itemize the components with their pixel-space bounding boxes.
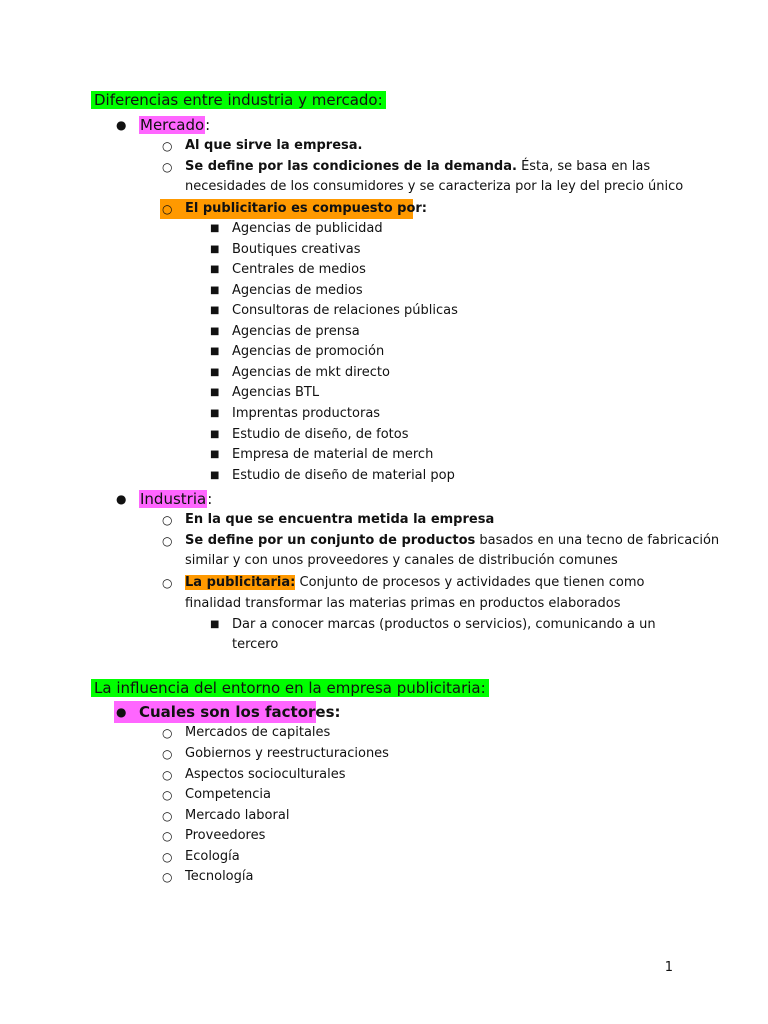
bullet-circle-icon: ○ bbox=[162, 534, 173, 548]
bullet-square-icon: ■ bbox=[210, 223, 220, 234]
heading-highlight: Diferencias entre industria y mercado: bbox=[91, 91, 386, 109]
page-number: 1 bbox=[664, 960, 673, 975]
bullet-disc-icon: ● bbox=[116, 492, 127, 506]
heading-highlight: La influencia del entorno en la empresa publicitaria: bbox=[91, 679, 489, 697]
bullet-circle-icon: ○ bbox=[162, 809, 173, 823]
bullet-circle-icon: ○ bbox=[162, 202, 173, 216]
bullet-circle-icon: ○ bbox=[162, 768, 173, 782]
industria-label: Industria bbox=[140, 490, 207, 508]
bullet-circle-icon: ○ bbox=[162, 513, 173, 527]
bullet-square-icon: ■ bbox=[210, 305, 220, 316]
bullet-circle-icon: ○ bbox=[162, 160, 173, 174]
bullet-circle-icon: ○ bbox=[162, 747, 173, 761]
bullet-square-icon: ■ bbox=[210, 285, 220, 296]
bullet-square-icon: ■ bbox=[210, 387, 220, 398]
bullet-circle-icon: ○ bbox=[162, 829, 173, 843]
section-heading bbox=[91, 677, 489, 699]
bullet-circle-icon: ○ bbox=[162, 850, 173, 864]
bullet-circle-icon: ○ bbox=[162, 139, 173, 153]
bullet-circle-icon: ○ bbox=[162, 788, 173, 802]
bullet-square-icon: ■ bbox=[210, 449, 220, 460]
bullet-circle-icon: ○ bbox=[162, 870, 173, 884]
bullet-square-icon: ■ bbox=[210, 408, 220, 419]
bullet-disc-icon: ● bbox=[116, 118, 127, 132]
bullet-square-icon: ■ bbox=[210, 619, 220, 630]
section-heading bbox=[91, 89, 386, 111]
bullet-square-icon: ■ bbox=[210, 264, 220, 275]
publicitaria-label: La publicitaria: bbox=[185, 575, 296, 590]
bullet-circle-icon: ○ bbox=[162, 576, 173, 590]
bullet-disc-icon: ● bbox=[116, 705, 127, 719]
bullet-square-icon: ■ bbox=[210, 326, 220, 337]
bullet-square-icon: ■ bbox=[210, 346, 220, 357]
bullet-circle-icon: ○ bbox=[162, 726, 173, 740]
bullet-square-icon: ■ bbox=[210, 470, 220, 481]
bullet-square-icon: ■ bbox=[210, 244, 220, 255]
bullet-square-icon: ■ bbox=[210, 429, 220, 440]
document-page: Diferencias entre industria y mercado: ● Mercado: ○ Al que sirve la empresa. ○ Se define por las condiciones de la demanda. Ésta, se basa en las necesidades de los consumidores y se caracteriza por la ley del precio único ○ El publicitario es compuesto por: ■ Agencias de publicidad ■ Boutiques creativas ■ Centrales de medios ■ Agencias de medios ■ Consultoras de relaciones públicas ■ Agencias de prensa ■ Agencias de promoción ■ Agencias de mkt directo ■ Agencias BTL ■ Imprentas productoras ■ Estudio de diseño, de fotos ■ Empresa de material de merch ■ Estudio de diseño de material pop ● Industria: ○ En la que se encuentra metida la empresa ○ Se define por un conjunto de productos basados en una tecno de fabricación similar y con unos proveedores y canales de distribución comunes ○ La publicitaria: Conjunto de procesos y actividades que tienen como finalidad transformar las materias primas en productos elaborados ■ Dar a conocer marcas (productos o servicios), comunicando a un tercero La influencia del entorno en la empresa publicitaria: ● Cuales son los factores: ○ Mercados de capitales ○ Gobiernos y reestructuraciones ○ Aspectos socioculturales ○ Competencia ○ Mercado laboral ○ Proveedores ○ Ecología ○ Tecnología 1 bbox=[0, 0, 768, 1024]
mercado-label: Mercado bbox=[140, 116, 205, 134]
bullet-square-icon: ■ bbox=[210, 367, 220, 378]
